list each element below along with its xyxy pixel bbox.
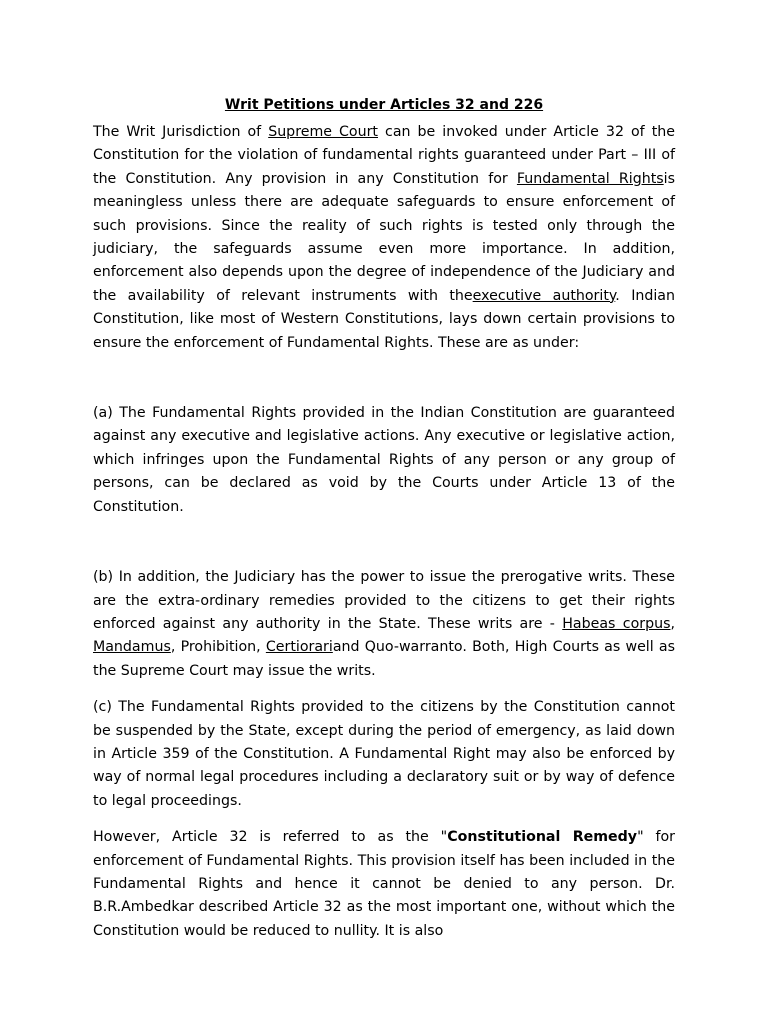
paragraph-b (93, 566, 675, 683)
mandamus-link[interactable]: Mandamus (93, 639, 171, 656)
paragraph-b-text-4: and Quo-warranto. Both, High Courts as well as the Supreme Court may issue the writs. (93, 639, 675, 679)
supreme-court-link[interactable]: Supreme Court (268, 124, 378, 140)
document-title: Writ Petitions under Articles 32 and 226 (224, 97, 544, 113)
spacer (93, 355, 675, 402)
paragraph-remedy-text-2: " for enforcement of Fundamental Rights. This provision itself has been included in the Fundamental Rights and hence it cannot be denied to any person. Dr. B.R.Ambedkar described Article 32 as the most important one, without which the Constitution would be reduced to nullity. It is also (93, 829, 675, 939)
constitutional-remedy-bold: Constitutional Remedy (447, 829, 638, 846)
paragraph-intro-text-1: The Writ Jurisdiction of (93, 124, 269, 140)
fundamental-rights-link[interactable]: Fundamental Rights (516, 170, 664, 187)
spacer (93, 683, 675, 696)
paragraph-remedy-text-1: However, Article 32 is referred to as the " (93, 829, 448, 846)
paragraph-b-text-1: (b) In addition, the Judiciary has the power to issue the prerogative writs. These are the extra-ordinary remedies provided to the citizens to get their rights enforced against any authority in the State. These writs are - (93, 569, 675, 632)
paragraph-b-text-3: , Prohibition, (170, 639, 266, 656)
paragraph-intro-text-3: is meaningless unless there are adequate safeguards to ensure enforcement of such provisions. Since the reality of such rights is tested only through the judiciary, the safeguards assume even more importance. In addition, enforcement also depends upon the degree of independence of the Judiciary and the availability of relevant instruments with the (93, 170, 675, 304)
executive-authority-link[interactable]: executive authority (472, 287, 616, 304)
habeas-corpus-link[interactable]: Habeas corpus (562, 615, 671, 632)
certiorari-link[interactable]: Certiorari (265, 639, 333, 656)
paragraph-b-text-2: , (670, 615, 675, 632)
paragraph-remedy (93, 826, 675, 943)
paragraph-intro (93, 121, 675, 355)
paragraph-a: (a) The Fundamental Rights provided in the Indian Constitution are guaranteed against any executive and legislative actions. Any executive or legislative action, which infringes upon the Fundamental Rights of any person or any group of persons, can be declared as void by the Courts under Article 13 of the Constitution. (93, 405, 675, 515)
paragraph-intro-text-4: . Indian Constitution, like most of Western Constitutions, lays down certain provisions to ensure the enforcement of Fundamental Rights. These are as under: (93, 287, 675, 351)
paragraph-intro-text-2: can be invoked under Article 32 of the Constitution for the violation of fundamental rights guaranteed under Part – III of the Constitution. Any provision in any Constitution for (93, 124, 675, 187)
spacer (93, 813, 675, 826)
document-page (93, 94, 675, 943)
paragraph-c: (c) The Fundamental Rights provided to the citizens by the Constitution cannot be suspended by the State, except during the period of emergency, as laid down in Article 359 of the Constitution. A Fundamental Right may also be enforced by way of normal legal procedures including a declaratory suit or by way of defence to legal proceedings. (93, 699, 675, 809)
spacer (93, 519, 675, 566)
